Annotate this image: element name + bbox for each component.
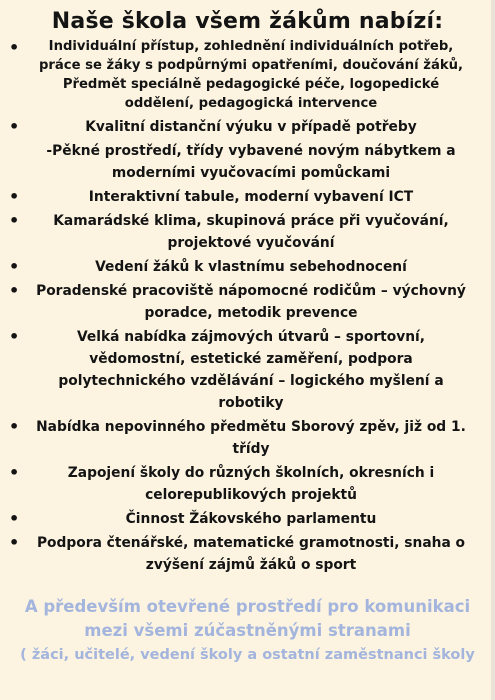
closing-line-1: A především otevřené prostředí pro komunikaci: [24, 597, 471, 616]
bullet: •: [9, 533, 20, 552]
bullet: •: [9, 211, 20, 230]
bullet: •: [9, 117, 20, 136]
list-item: [0, 532, 480, 576]
list-item-text: -Pěkné prostředí, třídy vybavené novým nábytkem a moderními vyučovacími pomůckami: [46, 143, 456, 181]
closing-statement: [0, 595, 495, 667]
list-item-text: Individuální přístup, zohlednění individuálních potřeb, práce se žáky s podpůrnými opatřeními, doučování žáků, Předmět speciálně pedagogické péče, logopedické oddělení, pedagogická intervence: [38, 39, 464, 111]
list-item: [0, 508, 480, 530]
bullet: •: [9, 463, 20, 482]
bullet: •: [9, 187, 20, 206]
list-item: [0, 256, 480, 278]
list-item: [0, 326, 480, 414]
list-item-text: Nabídka nepovinného předmětu Sborový zpěv, již od 1. třídy: [36, 419, 466, 457]
page-title: Naše škola všem žákům nabízí:: [51, 9, 444, 34]
closing-line-3: ( žáci, učitelé, vedení školy a ostatní zaměstnanci školy: [20, 647, 475, 663]
list-item: [0, 140, 480, 184]
bullet: •: [9, 257, 20, 276]
bullet: •: [9, 38, 20, 57]
list-item-text: Interaktivní tabule, moderní vybavení ICT: [88, 189, 414, 205]
list-item-text: Velká nabídka zájmových útvarů – sportovní, vědomostní, estetické zaměření, podpora polytechnického vzdělávání – logického myšlení a robotiky: [58, 329, 444, 411]
bullet: •: [9, 417, 20, 436]
list-item: [0, 462, 480, 506]
bullet: •: [9, 509, 20, 528]
bullet: •: [9, 281, 20, 300]
list-item: [0, 37, 480, 113]
list-item-text: Poradenské pracoviště nápomocné rodičům – výchovný poradce, metodik prevence: [36, 283, 466, 321]
list-item-text: Podpora čtenářské, matematické gramotnosti, snaha o zvýšení zájmů žáků o sport: [36, 535, 466, 573]
list-item: [0, 116, 480, 138]
list-item: [0, 210, 480, 254]
list-item-text: Vedení žáků k vlastnímu sebehodnocení: [95, 259, 407, 275]
closing-line-2: mezi všemi zúčastněnými stranami: [84, 621, 411, 640]
bullet: •: [9, 327, 20, 346]
list-item-text: Kvalitní distanční výuku v případě potřeby: [85, 119, 417, 135]
list-item: [0, 186, 480, 208]
list-item: [0, 416, 480, 460]
offer-list: [0, 37, 480, 578]
list-item-text: Zapojení školy do různých školních, okresních i celorepublikových projektů: [67, 465, 435, 503]
list-item: [0, 280, 480, 324]
list-item-text: Činnost Žákovského parlamentu: [125, 511, 377, 527]
list-item-text: Kamarádské klima, skupinová práce při vyučování, projektové vyučování: [53, 213, 449, 251]
